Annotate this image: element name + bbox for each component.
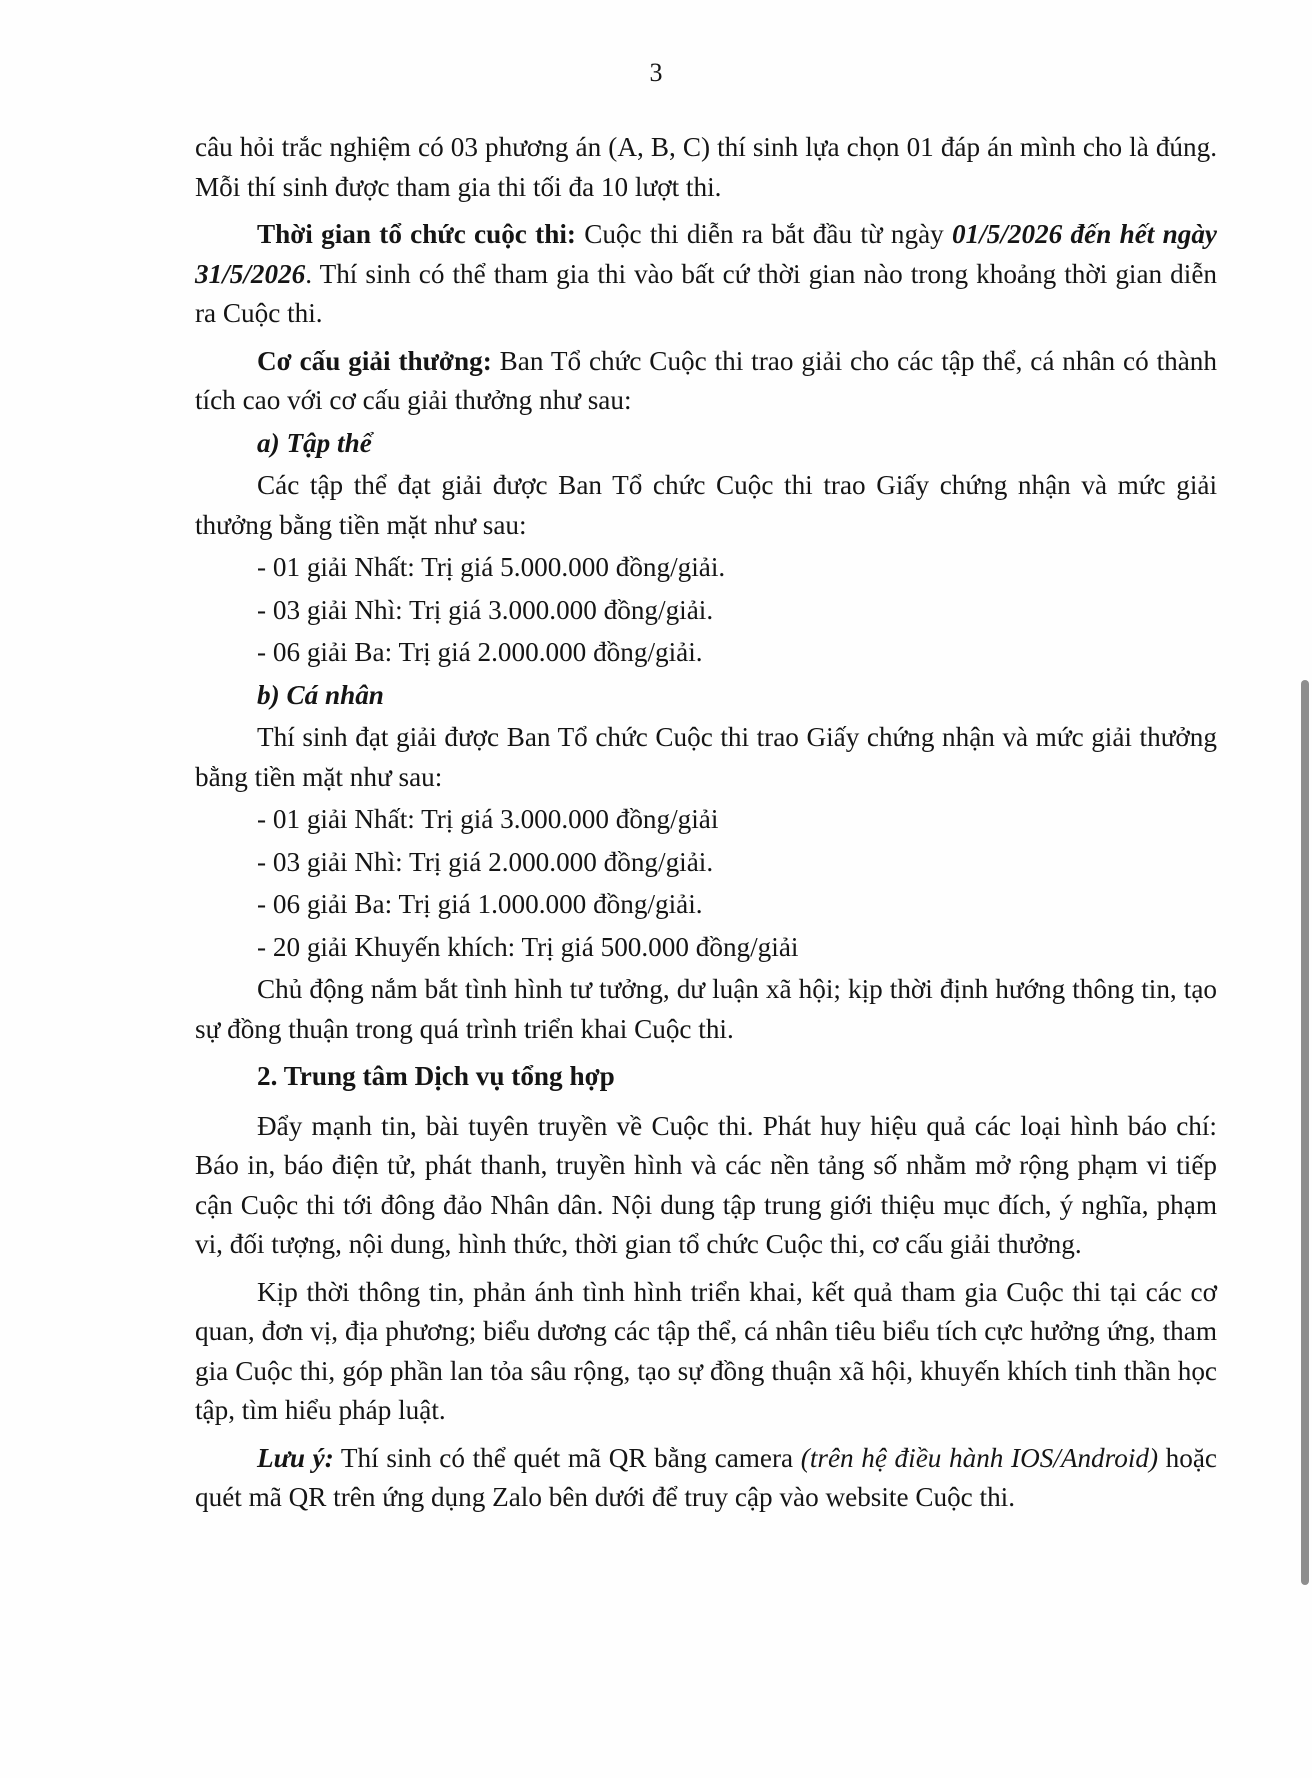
heading-group-prizes: a) Tập thể [257,427,372,458]
paragraph-group-intro: Các tập thể đạt giải được Ban Tổ chức Cuộc thi trao Giấy chứng nhận và mức giải thưởng bằng tiền mặt như sau: [195,470,1217,540]
exam-date-range: 01/5/2026 đến hết ngày 31/5/2026 [195,219,1217,289]
paragraph-exam-time: Thời gian tổ chức cuộc thi: Cuộc thi diễn ra bắt đầu từ ngày 01/5/2026 đến hết ngày 31/5/2026. Thí sinh có thể tham gia thi vào bất cứ thời gian nào trong khoảng thời gian diễn ra Cuộc thi. [195,219,1217,328]
label-note: Lưu ý: [257,1442,334,1473]
section-heading-2: 2. Trung tâm Dịch vụ tổng hợp [257,1061,615,1091]
paragraph-individual-intro: Thí sinh đạt giải được Ban Tổ chức Cuộc thi trao Giấy chứng nhận và mức giải thưởng bằng tiền mặt như sau: [195,722,1217,792]
list-item-group-prize: - 01 giải Nhất: Trị giá 5.000.000 đồng/giải. [257,552,726,582]
list-item-individual-prize: - 06 giải Ba: Trị giá 1.000.000 đồng/giải. [257,889,703,919]
paragraph-prize-structure: Cơ cấu giải thưởng: Ban Tổ chức Cuộc thi trao giải cho các tập thể, cá nhân có thành tích cao với cơ cấu giải thưởng như sau: [195,345,1217,415]
paragraph-promotion: Đẩy mạnh tin, bài tuyên truyền về Cuộc thi. Phát huy hiệu quả các loại hình báo chí: Báo in, báo điện tử, phát thanh, truyền hình và các nền tảng số nhằm mở rộng phạm vi tiếp cận Cuộc thi tới đông đảo Nhân dân. Nội dung tập trung giới thiệu mục đích, ý nghĩa, phạm vi, đối tượng, nội dung, hình thức, thời gian tổ chức Cuộc thi, cơ cấu giải thưởng. [195,1110,1217,1259]
label-exam-time: Thời gian tổ chức cuộc thi: [257,219,576,249]
paragraph-timely-info: Kịp thời thông tin, phản ánh tình hình triển khai, kết quả tham gia Cuộc thi tại các cơ quan, đơn vị, địa phương; biểu dương các tập thể, cá nhân tiêu biểu tích cực hưởng ứng, tham gia Cuộc thi, góp phần lan tỏa sâu rộng, tạo sự đồng thuận xã hội, khuyến khích tinh thần học tập, tìm hiểu pháp luật. [195,1276,1217,1425]
label-prize-structure: Cơ cấu giải thưởng: [257,345,492,376]
heading-individual-prizes: b) Cá nhân [257,679,384,710]
scrollbar[interactable] [1298,0,1312,1778]
list-item-individual-prize: - 03 giải Nhì: Trị giá 2.000.000 đồng/giải. [257,846,714,877]
paragraph-exam-format: câu hỏi trắc nghiệm có 03 phương án (A, B, C) thí sinh lựa chọn 01 đáp án mình cho là đúng. Mỗi thí sinh được tham gia thi tối đa 10 lượt thi. [195,132,1217,202]
page-number: 3 [649,58,663,87]
list-item-individual-prize: - 01 giải Nhất: Trị giá 3.000.000 đồng/giải [257,804,719,834]
list-item-group-prize: - 03 giải Nhì: Trị giá 3.000.000 đồng/giải. [257,594,714,625]
paragraph-note: Lưu ý: Thí sinh có thể quét mã QR bằng camera (trên hệ điều hành IOS/Android) hoặc quét mã QR trên ứng dụng Zalo bên dưới để truy cập vào website Cuộc thi. [195,1442,1217,1512]
list-item-group-prize: - 06 giải Ba: Trị giá 2.000.000 đồng/giải. [257,637,703,667]
paragraph-proactive: Chủ động nắm bắt tình hình tư tưởng, dư luận xã hội; kịp thời định hướng thông tin, tạo sự đồng thuận trong quá trình triển khai Cuộc thi. [195,974,1217,1044]
document-body [195,128,1217,1521]
list-item-individual-prize: - 20 giải Khuyến khích: Trị giá 500.000 đồng/giải [257,931,799,962]
scrollbar-thumb[interactable] [1301,680,1309,1585]
